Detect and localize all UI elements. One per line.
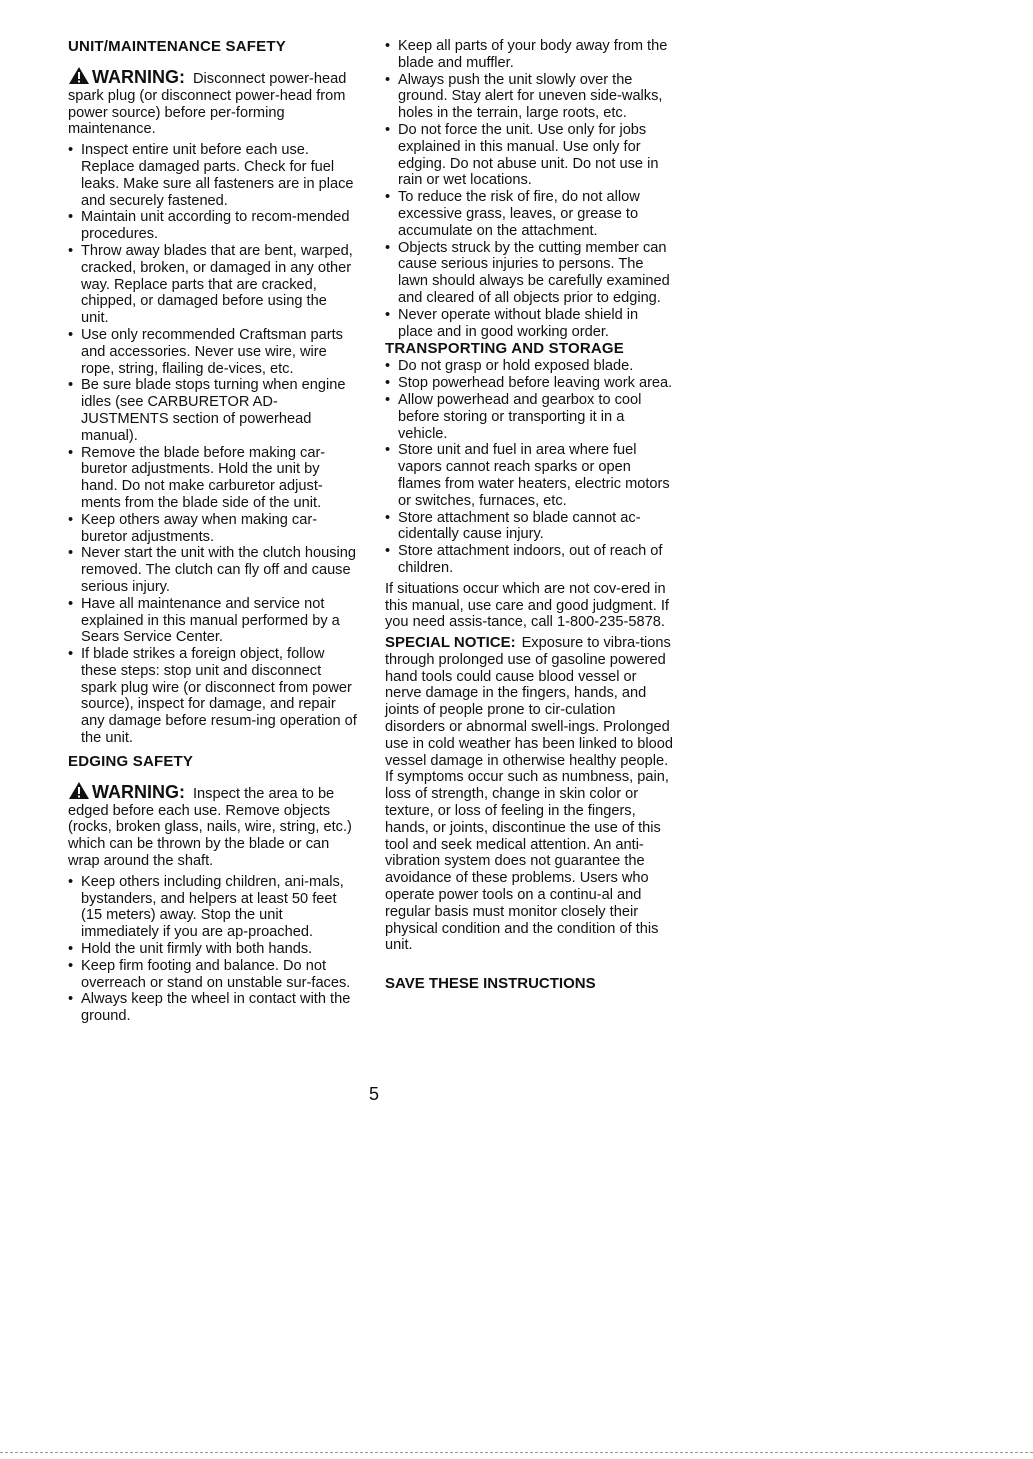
list-item: • Allow powerhead and gearbox to cool before storing or transporting it in a vehicle. bbox=[385, 392, 675, 442]
list-item: • Objects struck by the cutting member can cause serious injuries to persons. The lawn should always be carefully examined and cleared of all objects prior to edging. bbox=[385, 240, 675, 307]
unit-maintenance-heading: UNIT/MAINTENANCE SAFETY bbox=[68, 38, 286, 55]
special-notice-text: Exposure to vibra-tions through prolonged use of gasoline powered hand tools could cause blood vessel or nerve damage in the fingers, hands, and joints of people prone to cir-culation disorders or abnormal swell-ings. Prolonged use in cold weather has been linked to blood vessel damage in otherwise healthy people. If symptoms occur such as numbness, pain, loss of strength, change in skin color or texture, or loss of feeling in the fingers, hands, or joints, discontinue the use of this tool and seek medical attention. An anti-vibration system does not guarantee the avoidance of these problems. Users who operate power tools on a continu-al and regular basis must monitor closely their physical condition and the condition of this unit. bbox=[385, 635, 674, 954]
list-item: • Use only recommended Craftsman parts and accessories. Never use wire, wire rope, string, flailing de-vices, etc. bbox=[68, 327, 358, 377]
edging-warning bbox=[68, 781, 358, 870]
list-item: • Always keep the wheel in contact with the ground. bbox=[68, 991, 358, 1025]
list-item: • Do not grasp or hold exposed blade. bbox=[385, 358, 675, 375]
unit-warning bbox=[68, 66, 358, 138]
edging-safety-list bbox=[68, 874, 358, 1025]
transport-storage-list bbox=[385, 358, 675, 576]
list-item: • Keep firm footing and balance. Do not overreach or stand on unstable sur-faces. bbox=[68, 958, 358, 992]
save-instructions: SAVE THESE INSTRUCTIONS bbox=[385, 975, 596, 993]
list-item: • Never operate without blade shield in place and in good working order. bbox=[385, 307, 675, 341]
page-bottom-rule bbox=[0, 1452, 1033, 1453]
list-item: • Inspect entire unit before each use. Replace damaged parts. Check for fuel leaks. Make sure all fasteners are in place and securely fastened. bbox=[68, 142, 358, 209]
list-item: • Never start the unit with the clutch housing removed. The clutch can fly off and cause serious injury. bbox=[68, 545, 358, 595]
list-item: • Have all maintenance and service not explained in this manual performed by a Sears Service Center. bbox=[68, 596, 358, 646]
list-item: • Store unit and fuel in area where fuel vapors cannot reach sparks or open flames from water heaters, electric motors or switches, furnaces, etc. bbox=[385, 442, 675, 509]
list-item: • Do not force the unit. Use only for jobs explained in this manual. Use only for edging. Do not abuse unit. Do not use in rain or wet locations. bbox=[385, 122, 675, 189]
list-item: • Keep all parts of your body away from the blade and muffler. bbox=[385, 38, 675, 72]
situations-paragraph: If situations occur which are not cov-ered in this manual, use care and good judgment. If you need assis-tance, call 1-800-235-5878. bbox=[385, 580, 669, 631]
edging-safety-heading: EDGING SAFETY bbox=[68, 752, 194, 770]
warning-triangle-icon bbox=[68, 781, 90, 800]
warning-label: WARNING: bbox=[92, 781, 185, 802]
unit-maintenance-list bbox=[68, 142, 358, 747]
list-item: • To reduce the risk of fire, do not allow excessive grass, leaves, or grease to accumulate on the attachment. bbox=[385, 189, 675, 239]
list-item: • If blade strikes a foreign object, follow these steps: stop unit and disconnect spark plug wire (or disconnect from power source), inspect for damage, and repair any damage before resum-ing operation of the unit. bbox=[68, 646, 358, 747]
edging-safety-list-continued bbox=[385, 38, 675, 340]
warning-triangle-icon bbox=[68, 66, 90, 85]
special-notice-paragraph bbox=[385, 635, 675, 954]
special-notice-label: SPECIAL NOTICE: bbox=[385, 634, 516, 652]
list-item: • Hold the unit firmly with both hands. bbox=[68, 941, 358, 958]
list-item: • Keep others including children, ani-mals, bystanders, and helpers at least 50 feet (15 meters) away. Stop the unit immediately if you are ap-proached. bbox=[68, 874, 358, 941]
list-item: • Store attachment indoors, out of reach of children. bbox=[385, 543, 675, 577]
list-item: • Be sure blade stops turning when engine idles (see CARBURETOR AD-JUSTMENTS section of powerhead manual). bbox=[68, 377, 358, 444]
list-item: • Store attachment so blade cannot ac-cidentally cause injury. bbox=[385, 510, 675, 544]
list-item: • Remove the blade before making car-buretor adjustments. Hold the unit by hand. Do not make carburetor adjust-ments from the blade side of the unit. bbox=[68, 445, 358, 512]
page-number: 5 bbox=[369, 1084, 380, 1104]
right-column bbox=[385, 38, 675, 993]
list-item: • Always push the unit slowly over the ground. Stay alert for uneven side-walks, holes in the terrain, large roots, etc. bbox=[385, 72, 675, 122]
warning-label: WARNING: bbox=[92, 67, 185, 87]
transport-storage-heading: TRANSPORTING AND STORAGE bbox=[385, 340, 624, 358]
warning-text: Disconnect power-head spark plug (or disconnect power-head from power source) before per-forming maintenance. bbox=[68, 71, 347, 138]
list-item: • Stop powerhead before leaving work area. bbox=[385, 375, 675, 392]
list-item: • Keep others away when making car-buretor adjustments. bbox=[68, 512, 358, 546]
warning-text: Inspect the area to be edged before each use. Remove objects (rocks, broken glass, nails, wire, string, etc.) which can be thrown by the blade or can wrap around the shaft. bbox=[68, 785, 352, 870]
list-item: • Throw away blades that are bent, warped, cracked, broken, or damaged in any other way. Replace parts that are cracked, chipped, or damaged before using the unit. bbox=[68, 243, 358, 327]
left-column bbox=[68, 38, 358, 1025]
list-item: • Maintain unit according to recom-mended procedures. bbox=[68, 209, 358, 243]
